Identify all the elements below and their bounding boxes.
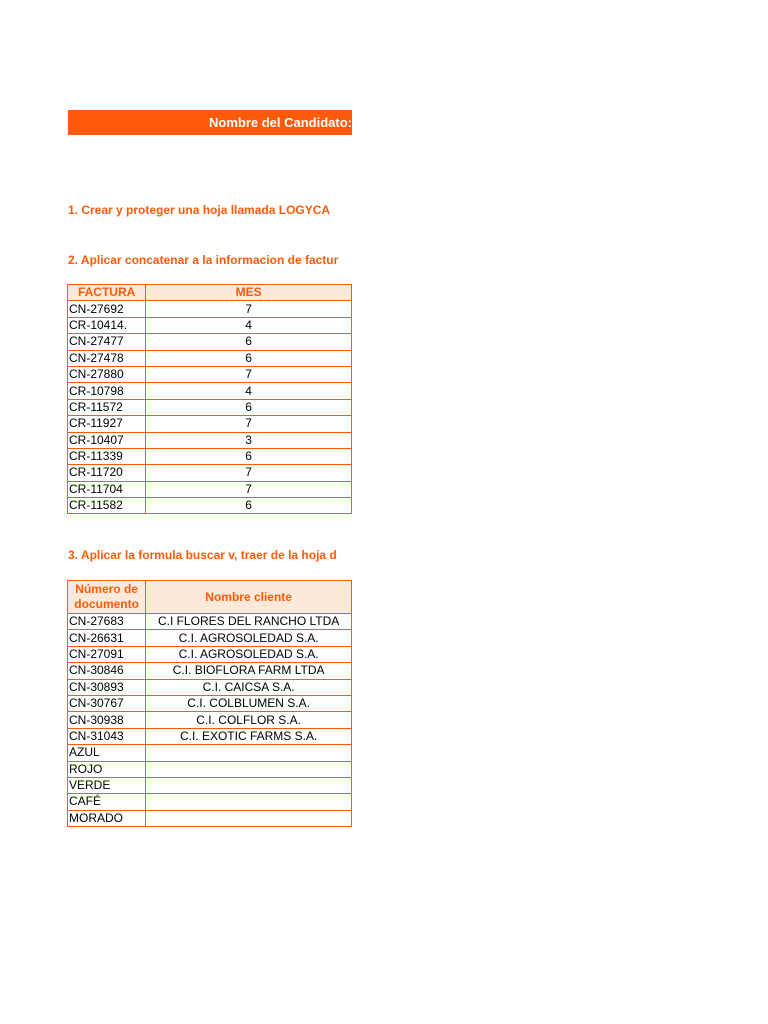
table-row: [68, 416, 352, 432]
instruction-step-2: 2. Aplicar concatenar a la informacion de factur: [68, 253, 339, 267]
table-row: [68, 448, 352, 464]
table-row: [68, 614, 352, 630]
cliente-cell[interactable]: [146, 810, 352, 826]
table-row: [68, 663, 352, 679]
table-row: [68, 745, 352, 761]
documento-cliente-table: [67, 580, 352, 827]
documento-cell[interactable]: CN-30938: [68, 712, 146, 728]
documento-cell[interactable]: AZUL: [68, 745, 146, 761]
table-row: [68, 334, 352, 350]
header-nombre-cliente[interactable]: Nombre cliente: [146, 581, 352, 614]
cliente-cell[interactable]: C.I. CAICSA S.A.: [146, 679, 352, 695]
cliente-cell[interactable]: [146, 794, 352, 810]
factura-cell[interactable]: CN-27478: [68, 350, 146, 366]
cliente-cell[interactable]: C.I FLORES DEL RANCHO LTDA: [146, 614, 352, 630]
mes-cell[interactable]: 7: [146, 301, 352, 317]
documento-cell[interactable]: CN-31043: [68, 728, 146, 744]
table-row: [68, 432, 352, 448]
table-row: [68, 481, 352, 497]
mes-cell[interactable]: 4: [146, 317, 352, 333]
cliente-cell[interactable]: C.I. EXOTIC FARMS S.A.: [146, 728, 352, 744]
candidate-name-header[interactable]: [68, 110, 352, 135]
mes-cell[interactable]: 7: [146, 481, 352, 497]
cliente-cell[interactable]: [146, 761, 352, 777]
factura-cell[interactable]: CR-11572: [68, 399, 146, 415]
cliente-cell[interactable]: C.I. AGROSOLEDAD S.A.: [146, 646, 352, 662]
table-row: [68, 317, 352, 333]
documento-cell[interactable]: VERDE: [68, 777, 146, 793]
table-row: [68, 712, 352, 728]
documento-cell[interactable]: MORADO: [68, 810, 146, 826]
mes-cell[interactable]: 6: [146, 399, 352, 415]
table-row: [68, 498, 352, 514]
factura-cell[interactable]: CN-27880: [68, 366, 146, 382]
table-row: [68, 383, 352, 399]
table-row: [68, 761, 352, 777]
table-row: [68, 366, 352, 382]
factura-cell[interactable]: CR-11339: [68, 448, 146, 464]
documento-cell[interactable]: CN-26631: [68, 630, 146, 646]
instruction-step-3: 3. Aplicar la formula buscar v, traer de la hoja d: [68, 548, 337, 562]
table-row: [68, 777, 352, 793]
table-row: [68, 794, 352, 810]
table-row: [68, 728, 352, 744]
factura-mes-table: [67, 284, 352, 514]
factura-cell[interactable]: CR-10798: [68, 383, 146, 399]
documento-cell[interactable]: ROJO: [68, 761, 146, 777]
mes-cell[interactable]: 6: [146, 350, 352, 366]
table-row: [68, 350, 352, 366]
mes-cell[interactable]: 4: [146, 383, 352, 399]
documento-cell[interactable]: CN-30893: [68, 679, 146, 695]
documento-cell[interactable]: CN-30767: [68, 695, 146, 711]
candidate-name-label: Nombre del Candidato:: [208, 115, 352, 130]
cliente-cell[interactable]: [146, 745, 352, 761]
factura-cell[interactable]: CR-11720: [68, 465, 146, 481]
mes-cell[interactable]: 6: [146, 448, 352, 464]
documento-cell[interactable]: CN-30846: [68, 663, 146, 679]
factura-cell[interactable]: CR-10414.: [68, 317, 146, 333]
mes-cell[interactable]: 7: [146, 465, 352, 481]
table-header-row: [68, 581, 352, 614]
instruction-step-1: 1. Crear y proteger una hoja llamada LOGYCA: [68, 203, 331, 217]
documento-cell[interactable]: CN-27683: [68, 614, 146, 630]
cliente-cell[interactable]: [146, 777, 352, 793]
table-row: [68, 810, 352, 826]
factura-cell[interactable]: CR-11927: [68, 416, 146, 432]
documento-cell[interactable]: CN-27091: [68, 646, 146, 662]
factura-cell[interactable]: CR-11704: [68, 481, 146, 497]
table-row: [68, 630, 352, 646]
table-header-row: [68, 285, 352, 301]
documento-cell[interactable]: CAFÉ: [68, 794, 146, 810]
mes-cell[interactable]: 6: [146, 498, 352, 514]
table-row: [68, 399, 352, 415]
mes-cell[interactable]: 7: [146, 366, 352, 382]
header-numero-documento[interactable]: Número de documento: [68, 581, 146, 614]
table-row: [68, 465, 352, 481]
table-row: [68, 679, 352, 695]
header-mes[interactable]: MES: [146, 285, 352, 301]
cliente-cell[interactable]: C.I. BIOFLORA FARM LTDA: [146, 663, 352, 679]
factura-cell[interactable]: CN-27477: [68, 334, 146, 350]
cliente-cell[interactable]: C.I. COLFLOR S.A.: [146, 712, 352, 728]
table-row: [68, 695, 352, 711]
table-row: [68, 646, 352, 662]
mes-cell[interactable]: 7: [146, 416, 352, 432]
mes-cell[interactable]: 6: [146, 334, 352, 350]
table-row: [68, 301, 352, 317]
cliente-cell[interactable]: C.I. AGROSOLEDAD S.A.: [146, 630, 352, 646]
mes-cell[interactable]: 3: [146, 432, 352, 448]
cliente-cell[interactable]: C.I. COLBLUMEN S.A.: [146, 695, 352, 711]
factura-cell[interactable]: CR-10407: [68, 432, 146, 448]
factura-cell[interactable]: CN-27692: [68, 301, 146, 317]
factura-cell[interactable]: CR-11582: [68, 498, 146, 514]
header-factura[interactable]: FACTURA: [68, 285, 146, 301]
